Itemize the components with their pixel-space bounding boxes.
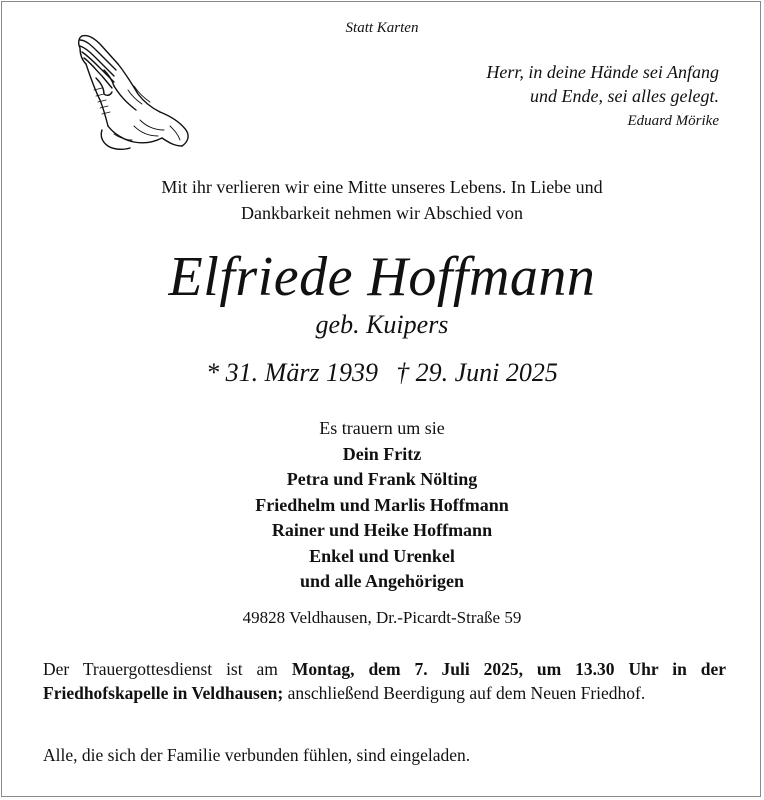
family-address: 49828 Veldhausen, Dr.-Picardt-Straße 59 [242,608,522,627]
quote-line-1: Herr, in deine Hände sei Anfang [486,62,719,82]
invitation-text: Alle, die sich der Familie verbunden fühlen, sind eingeladen. [43,745,471,765]
mourner-item: Rainer und Heike Hoffmann [271,520,493,540]
intro-text [0,174,764,226]
deceased-name: Elfriede Hoffmann [168,246,596,308]
mourners-intro: Es trauern um sie [319,418,445,438]
bible-quote [486,60,719,134]
quote-line-2: und Ende, sei alles gelegt. [530,86,719,106]
quote-author: Eduard Mörike [627,113,719,129]
mourner-item: Dein Fritz [342,443,422,464]
intro-line-1: Mit ihr verlieren wir eine Mitte unseres Lebens. In Liebe und [161,177,603,197]
funeral-service-info [43,657,726,705]
service-text-post: anschließend Beerdigung auf dem Neuen Friedhof. [283,683,646,703]
service-text-pre: Der Trauergottesdienst ist am [43,659,292,679]
mourner-item: Petra und Frank Nölting [286,469,478,489]
mourners-list [0,416,764,595]
service-date-location: Montag, dem 7. Juli 2025, um 13.30 Uhr in der Friedhofskapelle in Veldhausen; [43,659,726,703]
statt-karten-label: Statt Karten [345,20,419,36]
mourner-item: und alle Angehörigen [299,571,465,591]
birth-date: * 31. März 1939 [206,358,379,387]
intro-line-2: Dankbarkeit nehmen wir Abschied von [241,203,523,223]
death-date: † 29. Juni 2025 [396,358,558,387]
life-dates [0,358,764,388]
mourner-item: Friedhelm und Marlis Hoffmann [255,494,509,515]
praying-hands-icon [74,30,194,152]
mourner-item: Enkel und Urenkel [309,545,455,566]
maiden-name: geb. Kuipers [315,310,449,339]
